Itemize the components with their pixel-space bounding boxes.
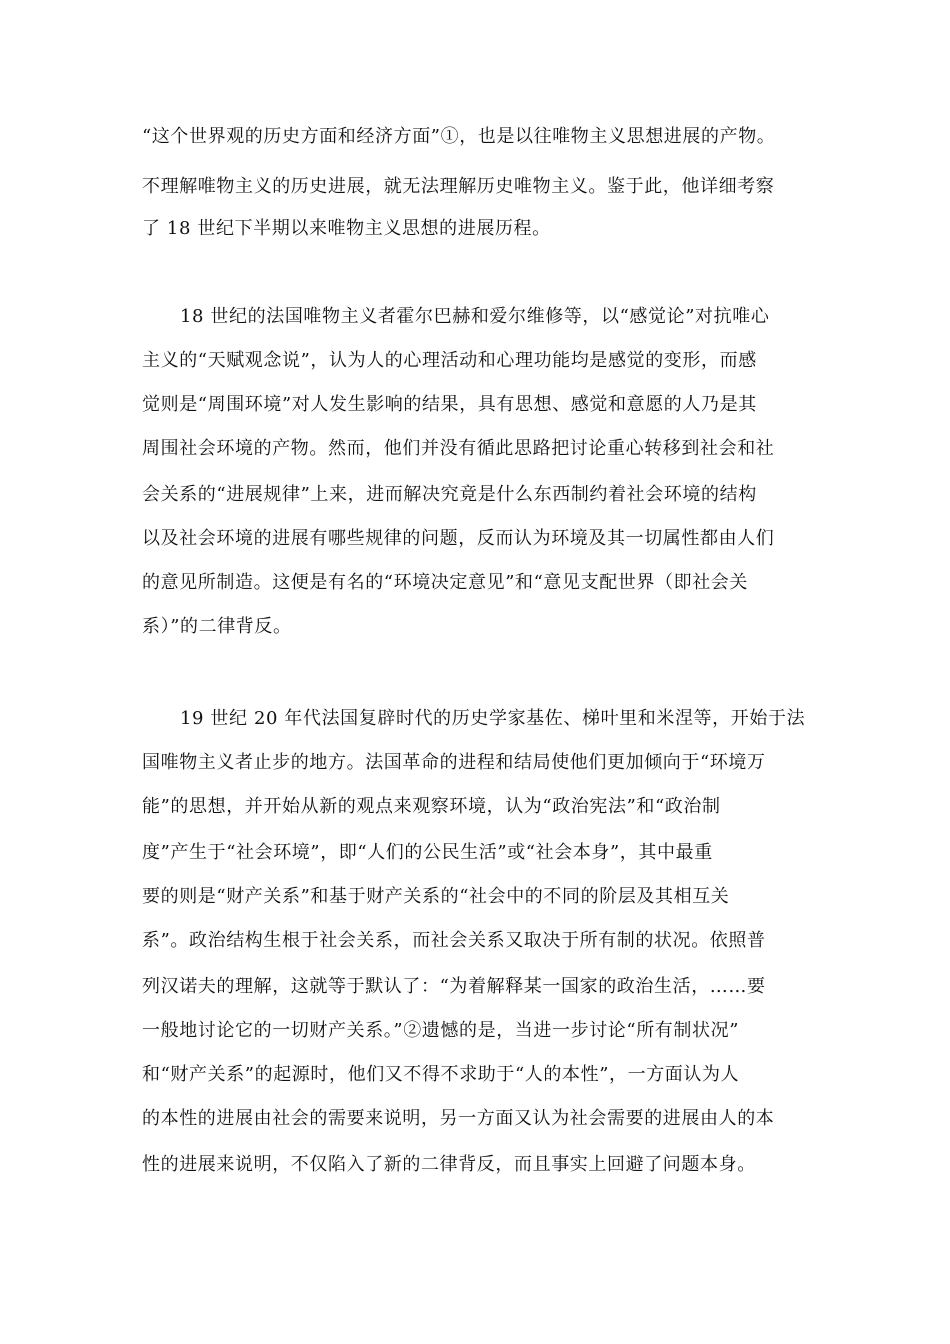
paragraph-3-line-4: 度”产生于“社会环境”，即“人们的公民生活”或“社会本身”，其中最重 [142, 842, 713, 863]
paragraph-3-line-11: 性的进展来说明，不仅陷入了新的二律背反，而且事实上回避了问题本身。 [142, 1154, 756, 1175]
paragraph-3-line-3: 能”的思想，并开始从新的观点来观察环境，认为“政治宪法”和“政治制 [142, 796, 721, 817]
paragraph-3-line-10: 的本性的进展由社会的需要来说明，另一方面又认为社会需要的进展由人的本 [142, 1108, 775, 1129]
paragraph-2-line-1: 18 世纪的法国唯物主义者霍尔巴赫和爱尔维修等，以“感觉论”对抗唯心 [180, 306, 770, 327]
paragraph-1-line-1: “这个世界观的历史方面和经济方面”①，也是以往唯物主义思想进展的产物。 [142, 126, 776, 147]
paragraph-2-line-6: 以及社会环境的进展有哪些规律的问题，反而认为环境及其一切属性都由人们 [142, 528, 775, 549]
paragraph-2-line-3: 觉则是“周围环境”对人发生影响的结果，具有思想、感觉和意愿的人乃是其 [142, 394, 757, 415]
paragraph-3-line-2: 国唯物主义者止步的地方。法国革命的进程和结局使他们更加倾向于“环境万 [142, 752, 766, 773]
paragraph-2-line-2: 主义的“天赋观念说”，认为人的心理活动和心理功能均是感觉的变形，而感 [142, 350, 757, 371]
paragraph-1-line-3: 了 18 世纪下半期以来唯物主义思想的进展历程。 [142, 218, 551, 239]
paragraph-3-line-1: 19 世纪 20 年代法国复辟时代的历史学家基佐、梯叶里和米涅等，开始于法 [180, 708, 806, 729]
paragraph-2-line-8: 系）”的二律背反。 [142, 616, 292, 637]
paragraph-3-line-5: 要的则是“财产关系”和基于财产关系的“社会中的不同的阶层及其相互关 [142, 886, 730, 907]
paragraph-1-line-2: 不理解唯物主义的历史进展，就无法理解历史唯物主义。鉴于此，他详细考察 [142, 176, 775, 197]
paragraph-2-line-5: 会关系的“进展规律”上来，进而解决究竟是什么东西制约着社会环境的结构 [142, 484, 757, 505]
paragraph-3-line-7: 列汉诺夫的理解，这就等于默认了：“为着解释某一国家的政治生活，……要 [142, 976, 766, 997]
paragraph-2-line-7: 的意见所制造。这便是有名的“环境决定意见”和“意见支配世界（即社会关 [142, 572, 749, 593]
paragraph-3-line-6: 系”。政治结构生根于社会关系，而社会关系又取决于所有制的状况。依照普 [142, 930, 766, 951]
paragraph-2-line-4: 周围社会环境的产物。然而，他们并没有循此思路把讨论重心转移到社会和社 [142, 438, 775, 459]
paragraph-3-line-9: 和“财产关系”的起源时，他们又不得不求助于“人的本性”，一方面认为人 [142, 1064, 740, 1085]
paragraph-3-line-8: 一般地讨论它的一切财产关系。”②遗憾的是，当进一步讨论“所有制状况” [142, 1020, 740, 1041]
